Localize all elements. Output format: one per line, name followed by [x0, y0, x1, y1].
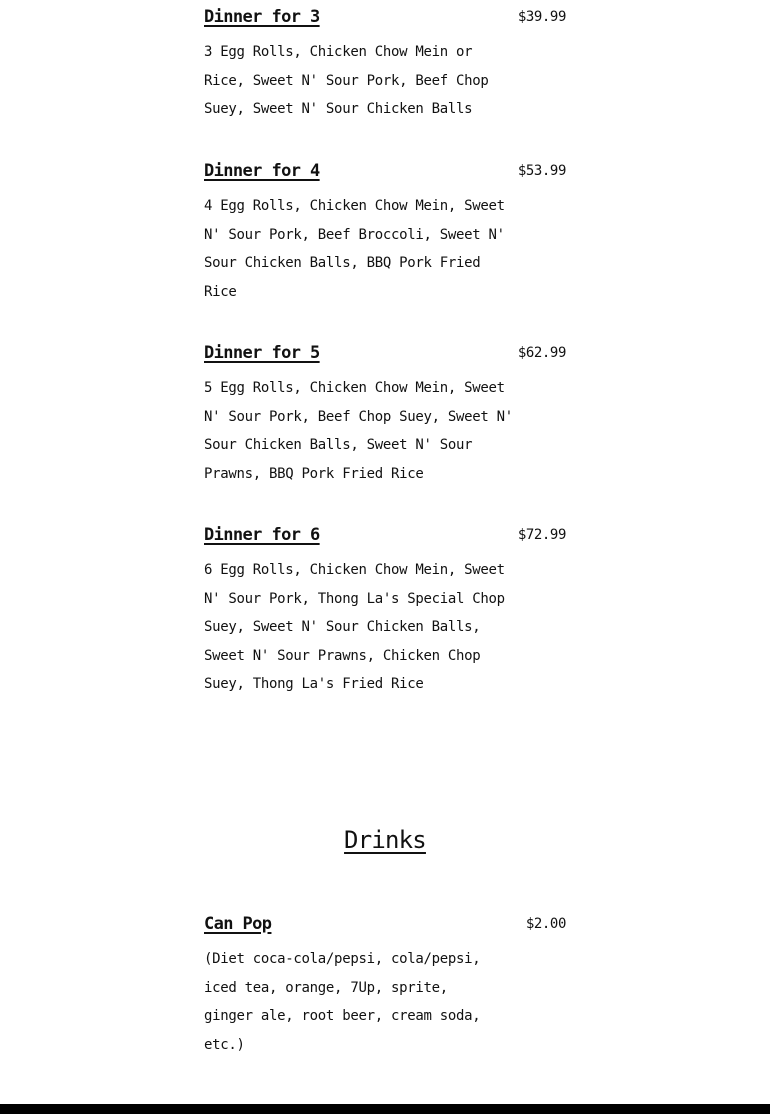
menu-item-description: 5 Egg Rolls, Chicken Chow Mein, Sweet N' Sour Pork, Beef Chop Suey, Sweet N' Sour Chicken Balls, Sweet N' Sour Prawns, BBQ Pork Fried Rice — [204, 380, 513, 482]
menu-item-header — [204, 160, 566, 186]
menu-item-name: Dinner for 5 — [204, 343, 320, 363]
menu-item-dinner-for-3 — [204, 6, 566, 124]
menu-item-price: $62.99 — [517, 345, 566, 361]
menu-item-description: 3 Egg Rolls, Chicken Chow Mein or Rice, Sweet N' Sour Pork, Beef Chop Suey, Sweet N' Sour Chicken Balls — [204, 44, 489, 117]
menu-item-price: $39.99 — [517, 9, 566, 25]
menu-item-description: 6 Egg Rolls, Chicken Chow Mein, Sweet N' Sour Pork, Thong La's Special Chop Suey, Sweet N' Sour Chicken Balls, Sweet N' Sour Prawns, Chicken Chop Suey, Thong La's Fried Rice — [204, 562, 505, 692]
footer-divider-bar — [0, 1104, 770, 1114]
menu-item-header — [204, 913, 566, 939]
menu-item-dinner-for-6 — [204, 524, 566, 699]
menu-item-price: $53.99 — [517, 163, 566, 179]
drinks-section-title: Drinks — [344, 826, 426, 854]
menu-item-name: Dinner for 4 — [204, 161, 320, 181]
menu-item-price: $2.00 — [525, 916, 566, 932]
menu-item-dinner-for-5 — [204, 342, 566, 488]
menu-item-can-pop — [204, 913, 566, 1059]
menu-item-header — [204, 6, 566, 32]
menu-item-header — [204, 342, 566, 368]
menu-item-price: $72.99 — [517, 527, 566, 543]
menu-item-description: 4 Egg Rolls, Chicken Chow Mein, Sweet N' Sour Pork, Beef Broccoli, Sweet N' Sour Chicken Balls, BBQ Pork Fried Rice — [204, 198, 505, 300]
menu-item-name: Can Pop — [204, 914, 272, 934]
menu-item-header — [204, 524, 566, 550]
menu-item-name: Dinner for 6 — [204, 525, 320, 545]
menu-item-name: Dinner for 3 — [204, 7, 320, 27]
menu-item-description: (Diet coca-cola/pepsi, cola/pepsi, iced tea, orange, 7Up, sprite, ginger ale, root beer, cream soda, etc.) — [204, 951, 481, 1053]
menu-item-dinner-for-4 — [204, 160, 566, 306]
